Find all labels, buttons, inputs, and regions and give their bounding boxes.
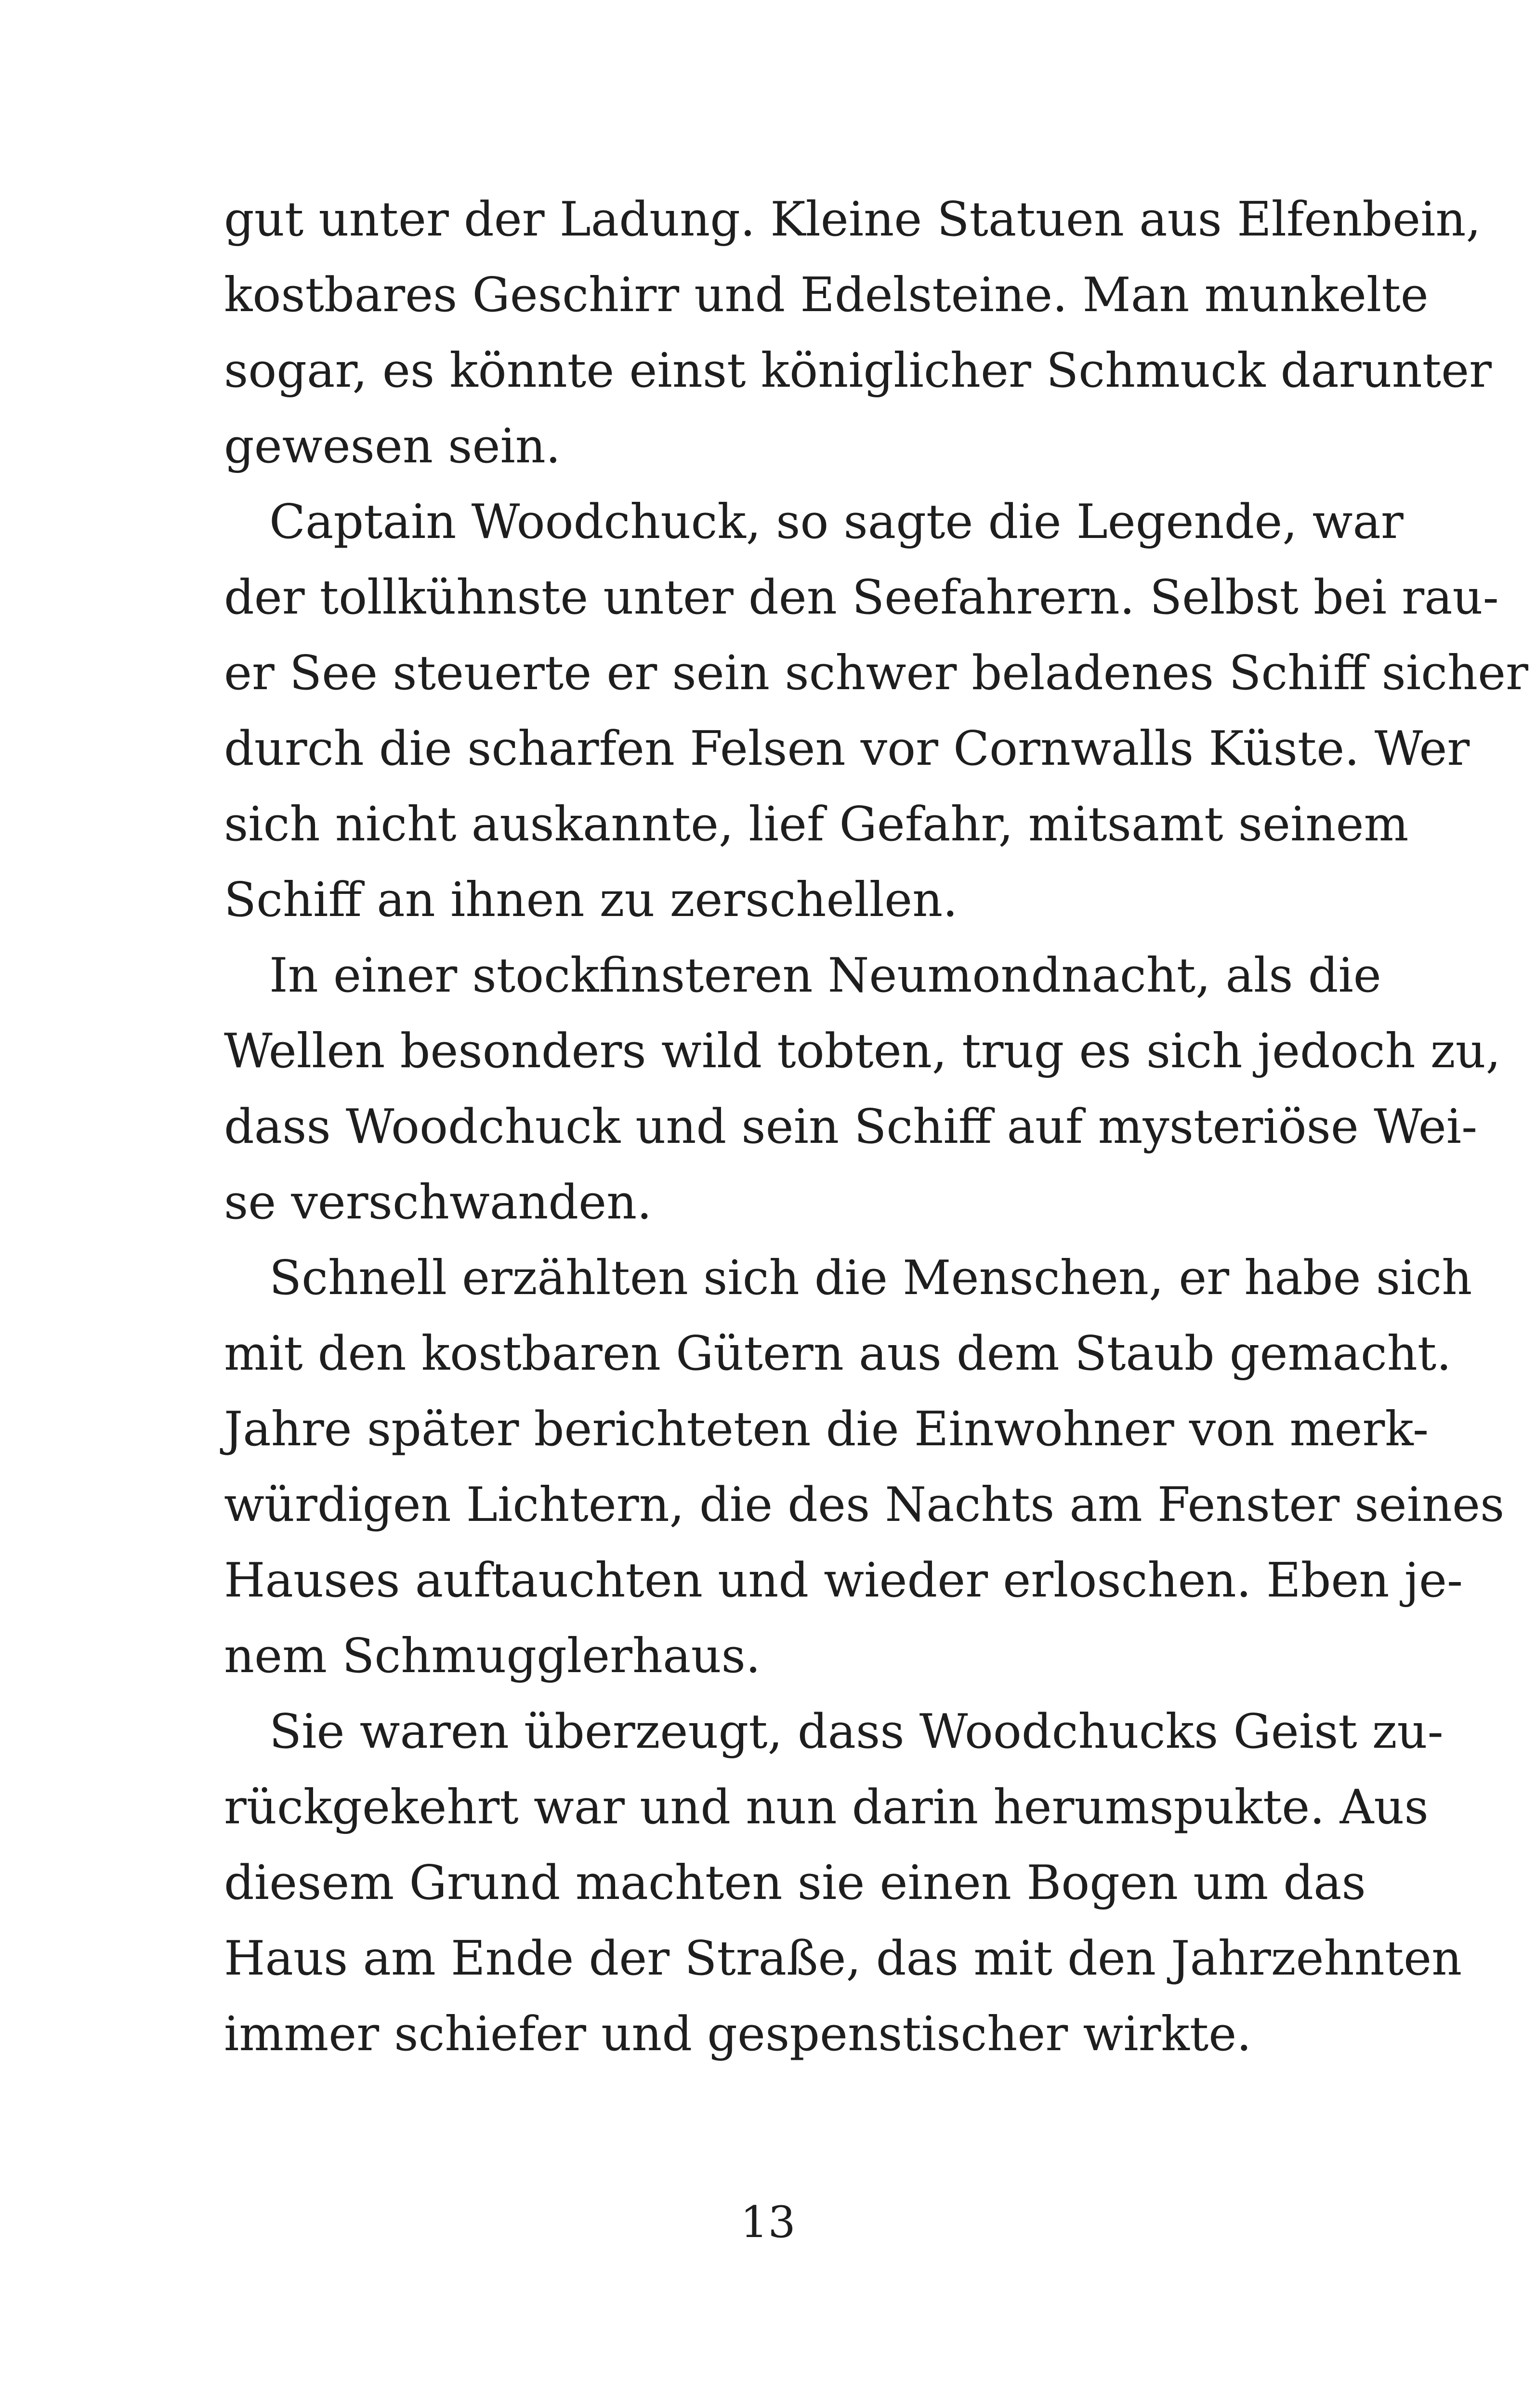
text-line: dass Woodchuck und sein Schiff auf mysteriöse Wei- xyxy=(224,1099,1478,1154)
text-line: Jahre später berichteten die Einwohner von merk- xyxy=(224,1402,1429,1457)
text-line: Captain Woodchuck, so sagte die Legende, war xyxy=(269,495,1404,550)
text-line: se verschwanden. xyxy=(224,1175,652,1230)
paragraph-1 xyxy=(224,182,1492,484)
page-number: 13 xyxy=(740,2197,796,2248)
text-line: kostbares Geschirr und Edelsteine. Man munkelte xyxy=(224,268,1429,323)
paragraph-2 xyxy=(224,484,1529,938)
text-line: Sie waren überzeugt, dass Woodchucks Geist zu- xyxy=(269,1704,1444,1759)
text-line: Schiff an ihnen zu zerschellen. xyxy=(224,873,958,928)
text-line: Haus am Ende der Straße, das mit den Jahrzehnten xyxy=(224,1931,1462,1986)
paragraph-5 xyxy=(224,1694,1462,2072)
text-line: gewesen sein. xyxy=(224,419,561,474)
text-line: rückgekehrt war und nun darin herumspukte. Aus xyxy=(224,1780,1429,1835)
text-line: der tollkühnste unter den Seefahrern. Selbst bei rau- xyxy=(224,570,1499,625)
paragraph-4 xyxy=(224,1241,1505,1694)
paragraph-3 xyxy=(224,938,1501,1241)
text-line: Schnell erzählten sich die Menschen, er habe sich xyxy=(269,1251,1472,1306)
text-line: er See steuerte er sein schwer beladenes Schiff sicher xyxy=(224,646,1529,701)
text-line: durch die scharfen Felsen vor Cornwalls Küste. Wer xyxy=(224,721,1470,776)
text-line: sich nicht auskannte, lief Gefahr, mitsamt seinem xyxy=(224,797,1409,852)
text-line: sogar, es könnte einst königlicher Schmuck darunter xyxy=(224,343,1492,398)
text-line: Wellen besonders wild tobten, trug es sich jedoch zu, xyxy=(224,1024,1501,1079)
text-line: In einer stockfinsteren Neumondnacht, als die xyxy=(269,948,1381,1003)
text-line: mit den kostbaren Gütern aus dem Staub gemacht. xyxy=(224,1326,1452,1381)
text-line: würdigen Lichtern, die des Nachts am Fenster seines xyxy=(224,1478,1505,1532)
body-text xyxy=(224,182,1529,2072)
text-line: diesem Grund machten sie einen Bogen um das xyxy=(224,1856,1366,1911)
text-line: Hauses auftauchten und wieder erloschen. Eben je- xyxy=(224,1553,1463,1608)
text-line: gut unter der Ladung. Kleine Statuen aus Elfenbein, xyxy=(224,192,1481,247)
text-line: immer schiefer und gespenstischer wirkte. xyxy=(224,2007,1252,2062)
text-line: nem Schmugglerhaus. xyxy=(224,1629,761,1684)
